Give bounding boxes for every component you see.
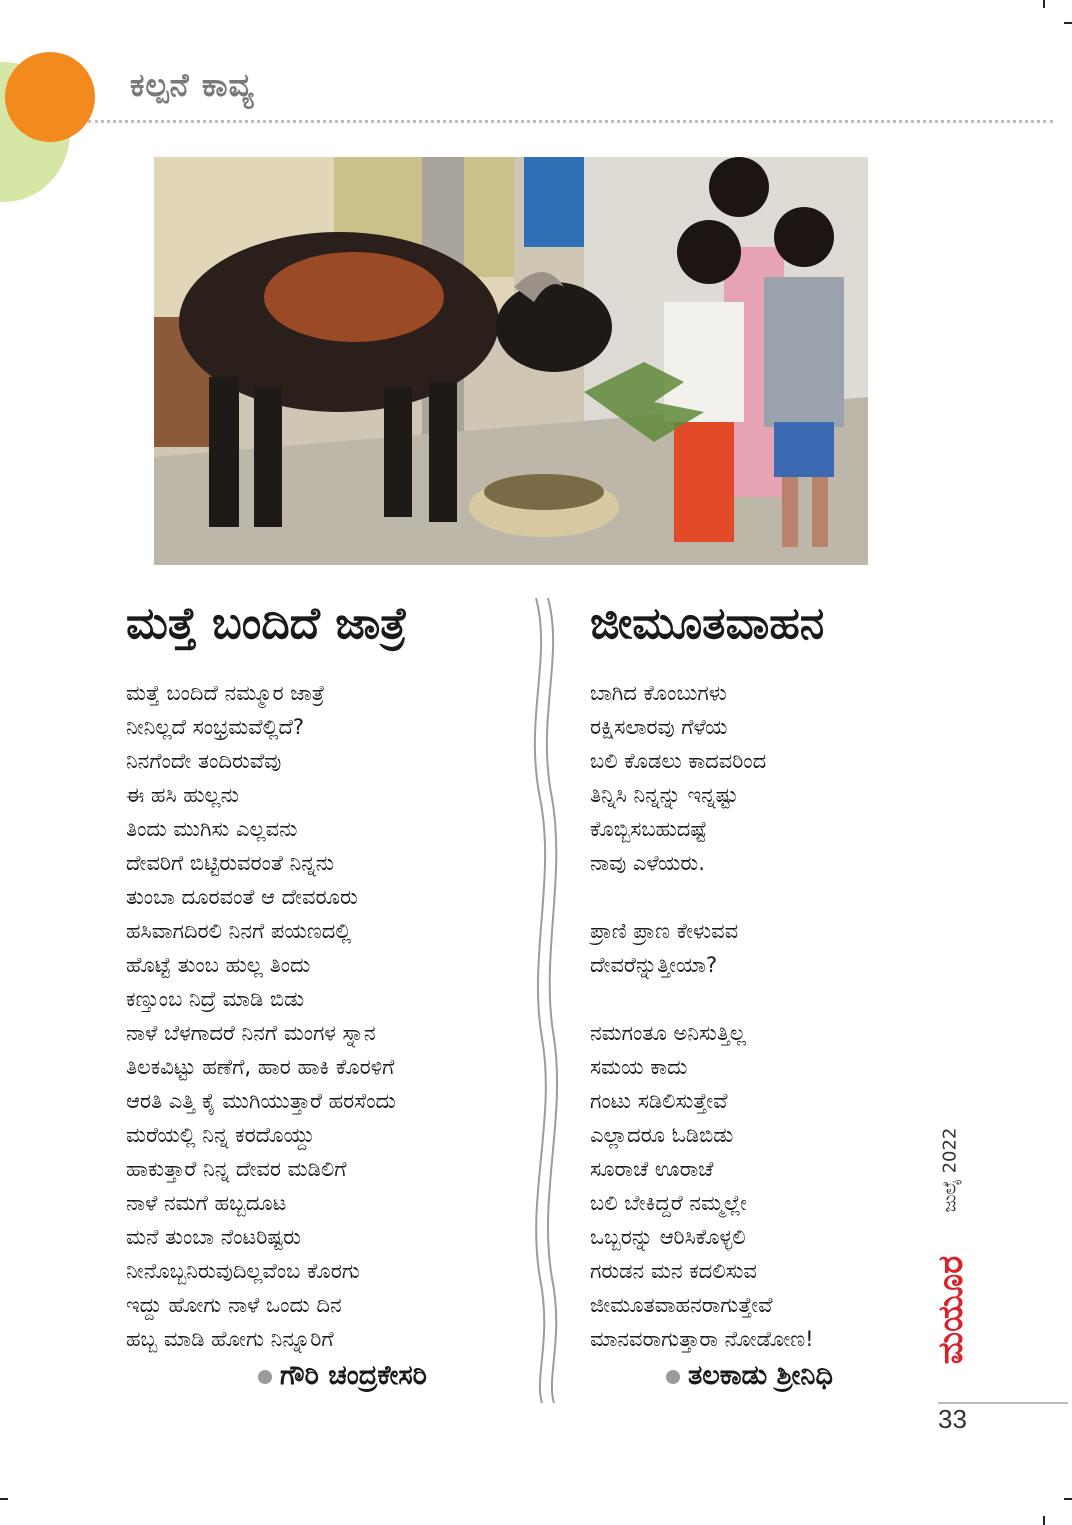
poem-line: ಈ ಹಸಿ ಹುಲ್ಲನು: [126, 783, 239, 807]
crop-mark: [1043, 0, 1045, 8]
author-byline-jimutavahana: [666, 1360, 833, 1392]
poem-line: ದೇವರಿಗೆ ಬಿಟ್ಟಿರುವರಂತೆ ನಿನ್ನನು: [126, 851, 335, 875]
poem-line-blank: [590, 982, 814, 1016]
poem-line: ಬಲಿ ಬೇಕಿದ್ದರೆ ನಮ್ಮಲ್ಲೇ: [590, 1191, 747, 1215]
poem-line: ತುಂಬಾ ದೂರವಂತೆ ಆ ದೇವರೂರು: [126, 885, 358, 909]
poem-line: ಸಮಯ ಕಾದು: [590, 1055, 688, 1079]
poem-line: ಪ್ರಾಣಿ ಪ್ರಾಣ ಕೇಳುವವ: [590, 919, 739, 943]
poem-line: ಮನೆ ತುಂಬಾ ನೆಂಟರಿಷ್ಟರು: [126, 1225, 301, 1249]
author-byline-jatre: [258, 1360, 427, 1392]
poem-line: ತಿಂದು ಮುಗಿಸು ಎಲ್ಲವನು: [126, 817, 298, 841]
author-name: ಗೌರಿ ಚಂದ್ರಕೇಸರಿ: [280, 1360, 427, 1391]
poem-line: ಜೀಮೂತವಾಹನರಾಗುತ್ತೇವೆ: [590, 1293, 773, 1317]
bullet-icon: [666, 1370, 680, 1384]
crop-mark: [0, 1498, 8, 1500]
decorative-circle-orange: [5, 52, 95, 142]
poem-line: ನೀನಿಲ್ಲದೆ ಸಂಭ್ರಮವೆಲ್ಲಿದೆ?: [126, 715, 305, 739]
poem-line: ನಾಳೆ ನಮಗೆ ಹಬ್ಬದೂಟ: [126, 1191, 287, 1215]
poem-line: ಮರೆಯಲ್ಲಿ ನಿನ್ನ ಕರದೊಯ್ದು: [126, 1123, 315, 1147]
poem-title-jatre: ಮತ್ತೆ ಬಂದಿದೆ ಜಾತ್ರೆ: [126, 598, 408, 649]
poem-line: ಸೂರಾಚೆ ಊರಾಚೆ: [590, 1157, 714, 1181]
poem-line: ನೀನೊಬ್ಬನಿರುವುದಿಲ್ಲವೆಂಬ ಕೊರಗು: [126, 1259, 360, 1283]
crop-mark: [1064, 1498, 1072, 1500]
poem-line: ಬಲಿ ಕೊಡಲು ಕಾದವರಿಂದ: [590, 749, 767, 773]
poem-line: ಗರುಡನ ಮನ ಕದಲಿಸುವ: [590, 1259, 757, 1283]
magazine-logo: ಮಯೂರ: [931, 1255, 971, 1365]
poem-line: ದೇವರೆನ್ನುತ್ತೀಯಾ?: [590, 953, 718, 977]
poem-line: ಕಣ್ತುಂಬ ನಿದ್ರೆ ಮಾಡಿ ಬಿಡು: [126, 987, 305, 1011]
poem-line: ತಿನ್ನಿಸಿ ನಿನ್ನನ್ನು ಇನ್ನಷ್ಟು: [590, 783, 739, 807]
bullet-icon: [258, 1370, 272, 1384]
column-divider: [522, 598, 566, 1403]
poem-line: ನಾಳೆ ಬೆಳಗಾದರೆ ನಿನಗೆ ಮಂಗಳ ಸ್ನಾನ: [126, 1021, 376, 1045]
section-title: ಕಲ್ಪನೆ ಕಾವ್ಯ: [130, 66, 255, 104]
crop-mark: [1064, 22, 1072, 24]
issue-date: ಜುಲೈ 2022: [939, 1127, 961, 1213]
poem-body-jimutavahana: [590, 676, 814, 1356]
poem-line: ಗಂಟು ಸಡಿಲಿಸುತ್ತೇವೆ: [590, 1089, 728, 1113]
poem-line: ಇದ್ದು ಹೋಗು ನಾಳೆ ಒಂದು ದಿನ: [126, 1293, 342, 1317]
crop-mark: [1043, 1516, 1045, 1525]
goat-feeding-photo: [154, 157, 868, 565]
poem-line: ನಿನಗೆಂದೇ ತಂದಿರುವೆವು: [126, 749, 282, 773]
poem-line: ಹಾಕುತ್ತಾರೆ ನಿನ್ನ ದೇವರ ಮಡಿಲಿಗೆ: [126, 1157, 347, 1181]
poem-line: ರಕ್ಷಿಸಲಾರವು ಗೆಳೆಯ: [590, 715, 728, 739]
dotted-separator: [88, 120, 1053, 123]
poem-line: ನಮಗಂತೂ ಅನಿಸುತ್ತಿಲ್ಲ: [590, 1021, 746, 1045]
poem-line: ಹೊಟ್ಟೆ ತುಂಬ ಹುಲ್ಲ ತಿಂದು: [126, 953, 311, 977]
poem-line: ಆರತಿ ಎತ್ತಿ ಕೈ ಮುಗಿಯುತ್ತಾರೆ ಹರಸೆಂದು: [126, 1089, 396, 1113]
poem-line: ಒಬ್ಬರನ್ನು ಆರಿಸಿಕೊಳ್ಳಲಿ: [590, 1225, 746, 1249]
poem-line: ನಾವು ಎಳೆಯರು.: [590, 851, 705, 875]
poem-body-jatre: [126, 676, 396, 1356]
poem-line: ಕೊಬ್ಬಿಸಬಹುದಷ್ಟೆ: [590, 817, 707, 841]
poem-line: ಮತ್ತೆ ಬಂದಿದೆ ನಮ್ಮೂರ ಜಾತ್ರೆ: [126, 681, 325, 705]
poem-line-blank: [590, 880, 814, 914]
poem-title-jimutavahana: ಜೀಮೂತವಾಹನ: [590, 598, 825, 649]
poem-line: ಹಬ್ಬ ಮಾಡಿ ಹೋಗು ನಿನ್ನೂರಿಗೆ: [126, 1327, 334, 1351]
poem-line: ಹಸಿವಾಗದಿರಲಿ ನಿನಗೆ ಪಯಣದಲ್ಲಿ: [126, 919, 352, 943]
poem-line: ಬಾಗಿದ ಕೊಂಬುಗಳು: [590, 681, 727, 705]
author-name: ತಲಕಾಡು ಶ್ರೀನಿಧಿ: [688, 1360, 833, 1391]
poem-line: ಮಾನವರಾಗುತ್ತಾರಾ ನೋಡೋಣ!: [590, 1327, 814, 1351]
poem-line: ಎಲ್ಲಾದರೂ ಓಡಿಬಿಡು: [590, 1123, 734, 1147]
page-number: 33: [938, 1404, 967, 1434]
poem-line: ತಿಲಕವಿಟ್ಟು ಹಣೆಗೆ, ಹಾರ ಹಾಕಿ ಕೊರಳಿಗೆ: [126, 1055, 395, 1079]
